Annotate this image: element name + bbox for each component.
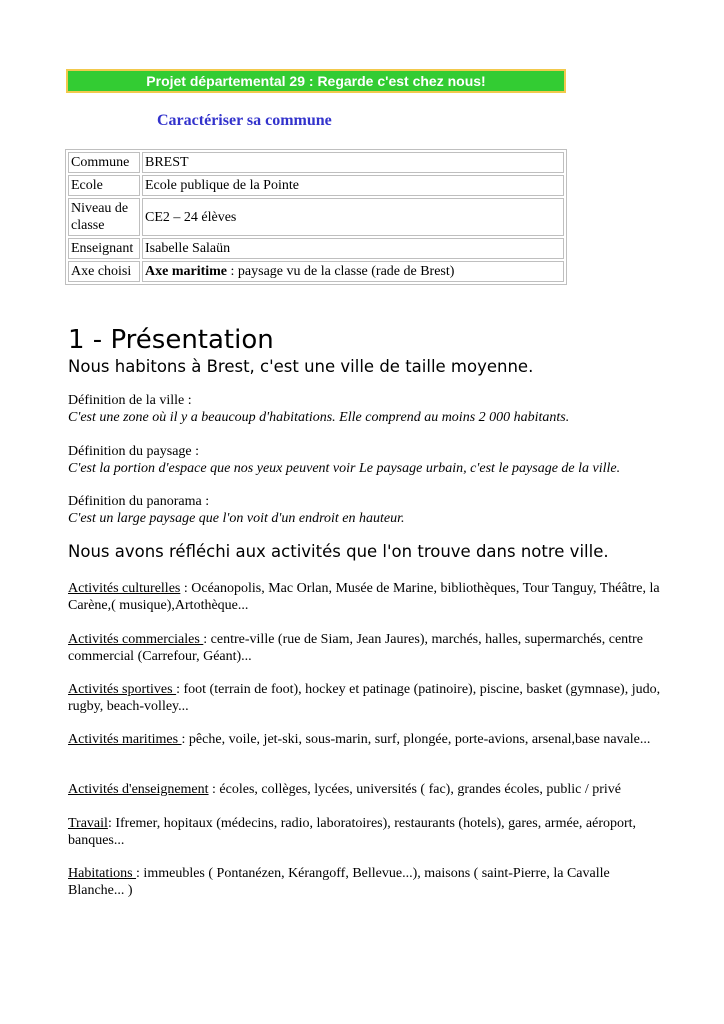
table-row [68, 261, 564, 282]
table-row [68, 238, 564, 259]
activity-label: Activités commerciales [68, 632, 204, 647]
definition-label: Définition du panorama : [68, 494, 210, 509]
activity-label: Habitations [68, 866, 137, 881]
definition-text: C'est une zone où il y a beaucoup d'habitations. Elle comprend au moins 2 000 habitants. [68, 410, 570, 425]
definition-paysage [68, 443, 668, 477]
activity-label: Activités culturelles [68, 581, 181, 596]
table-key: Enseignant [68, 238, 140, 259]
subtitle: Caractériser sa commune [157, 112, 332, 129]
activity-label: Activités sportives [68, 682, 177, 697]
activity-travail [68, 815, 668, 849]
activities-heading: Nous avons réfléchi aux activités que l'on trouve dans notre ville. [68, 542, 609, 561]
table-value: Ecole publique de la Pointe [142, 175, 564, 196]
activity-culturelles [68, 580, 668, 614]
info-table [65, 149, 567, 285]
table-key: Axe choisi [68, 261, 140, 282]
banner-title: Projet départemental 29 : Regarde c'est chez nous! [66, 69, 566, 93]
activity-text: : foot (terrain de foot), hockey et patinage (patinoire), piscine, basket (gymnase), judo, rugby, beach-volley... [68, 682, 661, 714]
table-row [68, 175, 564, 196]
activity-text: : Océanopolis, Mac Orlan, Musée de Marine, bibliothèques, Tour Tanguy, Théâtre, la Carène,( musique),Artothèque... [68, 581, 660, 613]
table-key: Ecole [68, 175, 140, 196]
activity-text: : immeubles ( Pontanézen, Kérangoff, Bellevue...), maisons ( saint-Pierre, la Cavalle Blanche... ) [68, 866, 610, 898]
definition-ville [68, 392, 668, 426]
activity-text: : Ifremer, hopitaux (médecins, radio, laboratoires), restaurants (hotels), gares, armée, aéroport, banques... [68, 816, 637, 848]
section-title: 1 - Présentation [68, 325, 274, 355]
activity-text: : centre-ville (rue de Siam, Jean Jaures), marchés, halles, supermarchés, centre commercial (Carrefour, Géant)... [68, 632, 643, 664]
table-value [142, 261, 564, 282]
definition-text: C'est un large paysage que l'on voit d'un endroit en hauteur. [68, 511, 405, 526]
table-key: Niveau de classe [68, 198, 140, 236]
activity-label: Activités maritimes [68, 732, 182, 747]
table-row [68, 198, 564, 236]
table-value-bold: Axe maritime [145, 264, 228, 279]
table-row [68, 152, 564, 173]
section-intro: Nous habitons à Brest, c'est une ville de taille moyenne. [68, 357, 534, 376]
activity-text: : pêche, voile, jet-ski, sous-marin, surf, plongée, porte-avions, arsenal,base navale... [181, 732, 651, 747]
table-value: BREST [142, 152, 564, 173]
table-key: Commune [68, 152, 140, 173]
activity-label: Travail [68, 816, 108, 831]
definition-label: Définition du paysage : [68, 444, 200, 459]
activity-enseignement [68, 781, 668, 798]
definition-panorama [68, 493, 668, 527]
definition-label: Définition de la ville : [68, 393, 192, 408]
activity-habitations [68, 865, 668, 899]
activity-maritimes [68, 731, 668, 748]
activity-label: Activités d'enseignement [68, 782, 209, 797]
definition-text: C'est la portion d'espace que nos yeux peuvent voir Le paysage urbain, c'est le paysage de la ville. [68, 461, 621, 476]
table-value-rest: : paysage vu de la classe (rade de Brest) [227, 264, 455, 279]
activity-commerciales [68, 631, 668, 665]
activity-text: : écoles, collèges, lycées, universités ( fac), grandes écoles, public / privé [208, 782, 621, 797]
table-value: CE2 – 24 élèves [142, 198, 564, 236]
activity-sportives [68, 681, 668, 715]
table-value: Isabelle Salaün [142, 238, 564, 259]
